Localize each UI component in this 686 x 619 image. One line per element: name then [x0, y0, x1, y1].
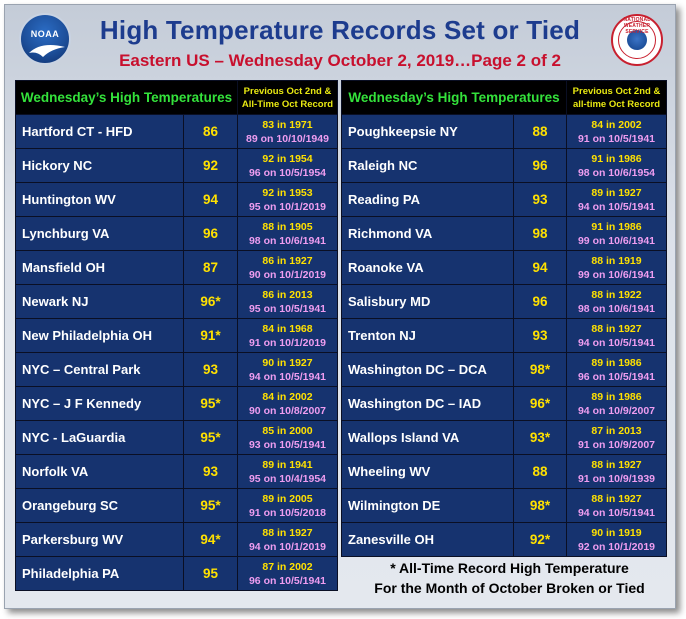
previous-oct2-record: 88 in 1927	[591, 492, 642, 505]
high-temp-cell: 94*	[184, 523, 237, 556]
previous-oct2-record: 92 in 1954	[262, 152, 313, 165]
city-cell: NYC – J F Kennedy	[16, 387, 183, 420]
left-prev-header-line2: All-Time Oct Record	[241, 98, 334, 110]
city-cell: Hickory NC	[16, 149, 183, 182]
previous-record-cell	[238, 489, 337, 522]
city-cell: Huntington WV	[16, 183, 183, 216]
previous-oct2-record: 91 in 1986	[591, 152, 642, 165]
table-row	[342, 523, 666, 556]
previous-oct2-record: 86 in 1927	[262, 254, 313, 267]
alltime-oct-record: 90 on 10/1/2019	[248, 268, 327, 281]
previous-oct2-record: 89 in 1986	[591, 390, 642, 403]
left-city-header: Wednesday’s High Temperatures	[16, 81, 237, 114]
left-records-table	[15, 80, 338, 591]
high-temp-cell: 98*	[514, 353, 566, 386]
table-row	[16, 523, 337, 556]
city-cell: Washington DC – DCA	[342, 353, 513, 386]
table-row	[342, 387, 666, 420]
previous-oct2-record: 91 in 1986	[591, 220, 642, 233]
city-cell: NYC - LaGuardia	[16, 421, 183, 454]
previous-oct2-record: 88 in 1922	[591, 288, 642, 301]
alltime-oct-record: 91 on 10/9/2007	[577, 438, 656, 451]
previous-oct2-record: 88 in 1905	[262, 220, 313, 233]
previous-record-cell	[567, 319, 666, 352]
previous-oct2-record: 87 in 2013	[591, 424, 642, 437]
high-temp-cell: 98	[514, 217, 566, 250]
city-cell: Philadelphia PA	[16, 557, 183, 590]
high-temp-cell: 98*	[514, 489, 566, 522]
city-cell: Lynchburg VA	[16, 217, 183, 250]
previous-record-cell	[567, 115, 666, 148]
previous-record-cell	[567, 523, 666, 556]
city-cell: Newark NJ	[16, 285, 183, 318]
previous-oct2-record: 89 in 1986	[591, 356, 642, 369]
table-row	[342, 251, 666, 284]
alltime-oct-record: 91 on 10/9/1939	[577, 472, 656, 485]
alltime-oct-record: 92 on 10/1/2019	[577, 540, 656, 553]
previous-record-cell	[238, 319, 337, 352]
table-row	[342, 489, 666, 522]
city-cell: Roanoke VA	[342, 251, 513, 284]
previous-oct2-record: 84 in 1968	[262, 322, 313, 335]
alltime-oct-record: 90 on 10/8/2007	[248, 404, 327, 417]
city-cell: Parkersburg WV	[16, 523, 183, 556]
right-city-header: Wednesday’s High Temperatures	[342, 81, 566, 114]
high-temp-cell: 94	[514, 251, 566, 284]
table-row	[342, 149, 666, 182]
city-cell: Richmond VA	[342, 217, 513, 250]
city-cell: Reading PA	[342, 183, 513, 216]
alltime-oct-record: 89 on 10/10/1949	[246, 132, 329, 145]
table-row	[342, 183, 666, 216]
previous-oct2-record: 88 in 1927	[591, 322, 642, 335]
table-row	[16, 217, 337, 250]
high-temp-cell: 94	[184, 183, 237, 216]
high-temp-cell: 93	[514, 319, 566, 352]
previous-record-cell	[567, 353, 666, 386]
alltime-oct-record: 95 on 10/1/2019	[248, 200, 327, 213]
right-prev-header-line2: all-time Oct Record	[572, 98, 661, 110]
previous-oct2-record: 90 in 1919	[591, 526, 642, 539]
previous-record-cell	[567, 149, 666, 182]
page-title: High Temperature Records Set or Tied	[99, 15, 581, 45]
high-temp-cell: 96*	[184, 285, 237, 318]
alltime-oct-record: 98 on 10/6/1941	[248, 234, 327, 247]
previous-record-cell	[238, 149, 337, 182]
table-row	[342, 353, 666, 386]
previous-oct2-record: 83 in 1971	[262, 118, 313, 131]
left-prev-header-line1: Previous Oct 2nd &	[243, 85, 332, 97]
high-temp-cell: 86	[184, 115, 237, 148]
high-temp-cell: 96	[514, 285, 566, 318]
table-row	[16, 251, 337, 284]
high-temp-cell: 93	[514, 183, 566, 216]
previous-record-cell	[238, 353, 337, 386]
table-row	[342, 285, 666, 318]
city-cell: Mansfield OH	[16, 251, 183, 284]
city-cell: Wallops Island VA	[342, 421, 513, 454]
right-prev-header	[567, 81, 666, 114]
alltime-oct-record: 95 on 10/4/1954	[248, 472, 327, 485]
table-row	[16, 421, 337, 454]
high-temp-cell: 95*	[184, 489, 237, 522]
previous-record-cell	[238, 183, 337, 216]
previous-oct2-record: 84 in 2002	[262, 390, 313, 403]
city-cell: Raleigh NC	[342, 149, 513, 182]
previous-record-cell	[238, 115, 337, 148]
high-temp-cell: 92*	[514, 523, 566, 556]
right-header-row	[342, 81, 666, 114]
alltime-oct-record: 94 on 10/5/1941	[577, 506, 656, 519]
table-row	[16, 557, 337, 590]
previous-record-cell	[567, 251, 666, 284]
previous-record-cell	[567, 489, 666, 522]
previous-oct2-record: 88 in 1927	[591, 458, 642, 471]
previous-record-cell	[238, 455, 337, 488]
high-temp-cell: 95*	[184, 387, 237, 420]
alltime-oct-record: 94 on 10/5/1941	[248, 370, 327, 383]
previous-record-cell	[567, 455, 666, 488]
alltime-oct-record: 99 on 10/6/1941	[577, 268, 656, 281]
table-row	[16, 115, 337, 148]
previous-oct2-record: 87 in 2002	[262, 560, 313, 573]
high-temp-cell: 91*	[184, 319, 237, 352]
city-cell: Wheeling WV	[342, 455, 513, 488]
alltime-oct-record: 95 on 10/5/1941	[248, 302, 327, 315]
previous-record-cell	[238, 523, 337, 556]
previous-record-cell	[567, 183, 666, 216]
previous-oct2-record: 86 in 2013	[262, 288, 313, 301]
city-cell: Trenton NJ	[342, 319, 513, 352]
left-prev-header	[238, 81, 337, 114]
nws-logo-text: NATIONAL WEATHER SERVICE	[623, 17, 651, 35]
city-cell: Orangeburg SC	[16, 489, 183, 522]
table-row	[16, 455, 337, 488]
page-subtitle: Eastern US – Wednesday October 2, 2019…Page 2 of 2	[119, 51, 561, 70]
alltime-oct-record: 91 on 10/5/1941	[577, 132, 656, 145]
city-cell: Wilmington DE	[342, 489, 513, 522]
table-row	[342, 217, 666, 250]
alltime-oct-record: 98 on 10/6/1941	[577, 302, 656, 315]
previous-oct2-record: 88 in 1919	[591, 254, 642, 267]
footnote-line1: * All-Time Record High Temperature	[390, 560, 629, 576]
table-row	[16, 387, 337, 420]
alltime-oct-record: 94 on 10/5/1941	[577, 336, 656, 349]
previous-record-cell	[238, 285, 337, 318]
table-row	[16, 353, 337, 386]
city-cell: New Philadelphia OH	[16, 319, 183, 352]
alltime-oct-record: 96 on 10/5/1941	[577, 370, 656, 383]
previous-oct2-record: 89 in 1941	[262, 458, 313, 471]
previous-oct2-record: 89 in 2005	[262, 492, 313, 505]
alltime-oct-record: 99 on 10/6/1941	[577, 234, 656, 247]
previous-oct2-record: 90 in 1927	[262, 356, 313, 369]
previous-record-cell	[567, 387, 666, 420]
high-temp-cell: 93	[184, 455, 237, 488]
table-row	[342, 319, 666, 352]
previous-record-cell	[567, 421, 666, 454]
previous-record-cell	[567, 285, 666, 318]
previous-record-cell	[238, 387, 337, 420]
right-records-table	[341, 80, 667, 557]
high-temp-cell: 95	[184, 557, 237, 590]
previous-oct2-record: 88 in 1927	[262, 526, 313, 539]
previous-oct2-record: 84 in 2002	[591, 118, 642, 131]
previous-record-cell	[567, 217, 666, 250]
high-temp-cell: 87	[184, 251, 237, 284]
table-row	[16, 149, 337, 182]
noaa-logo-text: NOAA	[30, 29, 60, 39]
table-row	[16, 319, 337, 352]
alltime-oct-record: 91 on 10/5/2018	[248, 506, 327, 519]
high-temp-cell: 95*	[184, 421, 237, 454]
city-cell: Poughkeepsie NY	[342, 115, 513, 148]
alltime-oct-record: 96 on 10/5/1954	[248, 166, 327, 179]
table-row	[16, 285, 337, 318]
table-row	[16, 489, 337, 522]
high-temp-cell: 93*	[514, 421, 566, 454]
footnote-line2: For the Month of October Broken or Tied	[374, 580, 645, 596]
previous-oct2-record: 89 in 1927	[591, 186, 642, 199]
high-temp-cell: 96*	[514, 387, 566, 420]
city-cell: Norfolk VA	[16, 455, 183, 488]
previous-oct2-record: 92 in 1953	[262, 186, 313, 199]
footnote	[347, 558, 672, 598]
left-header-row	[16, 81, 337, 114]
city-cell: NYC – Central Park	[16, 353, 183, 386]
table-row	[16, 183, 337, 216]
alltime-oct-record: 94 on 10/9/2007	[577, 404, 656, 417]
alltime-oct-record: 94 on 10/5/1941	[577, 200, 656, 213]
high-temp-cell: 96	[184, 217, 237, 250]
previous-record-cell	[238, 251, 337, 284]
high-temp-cell: 88	[514, 455, 566, 488]
city-cell: Hartford CT - HFD	[16, 115, 183, 148]
table-row	[342, 421, 666, 454]
high-temp-cell: 92	[184, 149, 237, 182]
previous-record-cell	[238, 421, 337, 454]
alltime-oct-record: 94 on 10/1/2019	[248, 540, 327, 553]
city-cell: Zanesville OH	[342, 523, 513, 556]
alltime-oct-record: 96 on 10/5/1941	[248, 574, 327, 587]
table-row	[342, 115, 666, 148]
previous-record-cell	[238, 217, 337, 250]
previous-record-cell	[238, 557, 337, 590]
table-row	[342, 455, 666, 488]
alltime-oct-record: 98 on 10/6/1954	[577, 166, 656, 179]
alltime-oct-record: 91 on 10/1/2019	[248, 336, 327, 349]
graphic-frame	[4, 4, 676, 609]
city-cell: Washington DC – IAD	[342, 387, 513, 420]
right-prev-header-line1: Previous Oct 2nd &	[572, 85, 661, 97]
city-cell: Salisbury MD	[342, 285, 513, 318]
previous-oct2-record: 85 in 2000	[262, 424, 313, 437]
high-temp-cell: 93	[184, 353, 237, 386]
high-temp-cell: 88	[514, 115, 566, 148]
alltime-oct-record: 93 on 10/5/1941	[248, 438, 327, 451]
high-temp-cell: 96	[514, 149, 566, 182]
